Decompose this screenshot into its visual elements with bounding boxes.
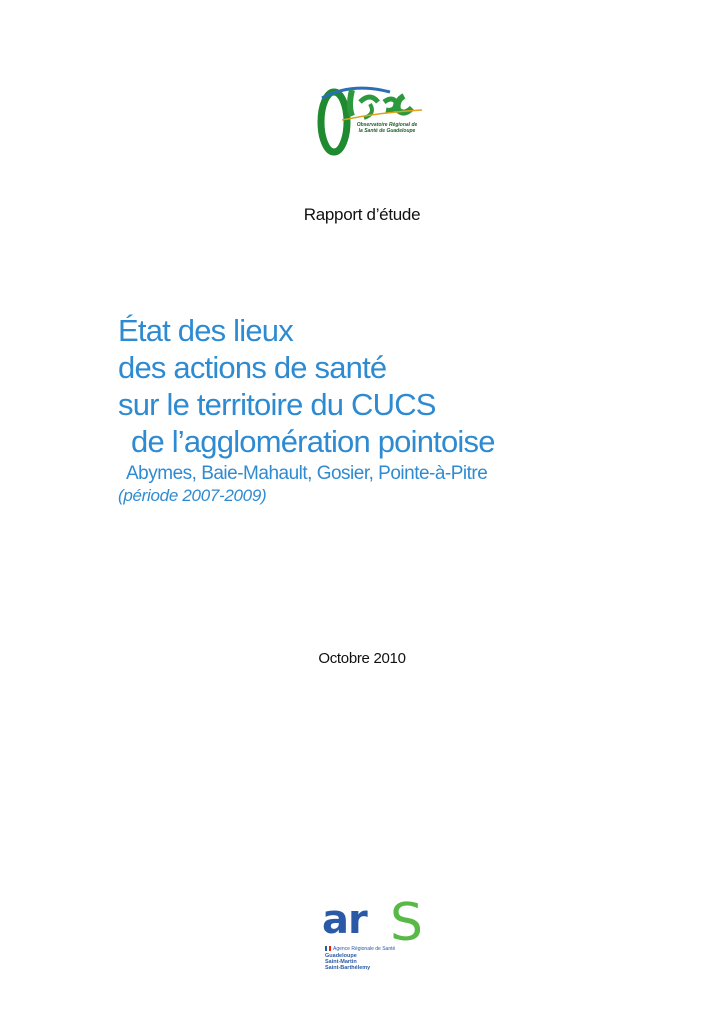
publication-date: Octobre 2010 <box>318 650 406 667</box>
orsag-logo-mark <box>312 80 427 158</box>
orsag-logo <box>312 80 427 158</box>
title-line-4: de l’agglomération pointoise <box>131 424 495 459</box>
report-type: Rapport d’étude <box>303 205 421 224</box>
ars-region-3: Saint-Barthélemy <box>325 965 371 971</box>
title-line-3: sur le territoire du CUCS <box>118 387 436 422</box>
ars-agency <box>325 946 395 952</box>
ars-logo-word: ar <box>322 897 367 943</box>
title-period: (période 2007-2009) <box>118 486 267 505</box>
title-line-1: État des lieux <box>118 313 293 348</box>
flag-red-stripe <box>329 946 331 951</box>
document-title <box>118 312 678 507</box>
ars-region-2: Saint-Martin <box>325 959 357 965</box>
ars-agency-label: Agence Régionale de Santé <box>333 946 396 952</box>
ars-region-1: Guadeloupe <box>325 953 357 959</box>
ars-regions <box>325 953 370 971</box>
ars-logo-s: S <box>390 893 424 953</box>
title-subtitle: Abymes, Baie-Mahault, Gosier, Pointe-à-Pitre <box>126 463 488 484</box>
orsag-caption <box>347 122 427 134</box>
ars-logo <box>322 893 432 977</box>
orsag-caption-line-2: la Santé de Guadeloupe <box>358 128 416 134</box>
orsag-caption-line-1: Observatoire Régional de <box>356 122 418 128</box>
title-line-2: des actions de santé <box>118 350 387 385</box>
